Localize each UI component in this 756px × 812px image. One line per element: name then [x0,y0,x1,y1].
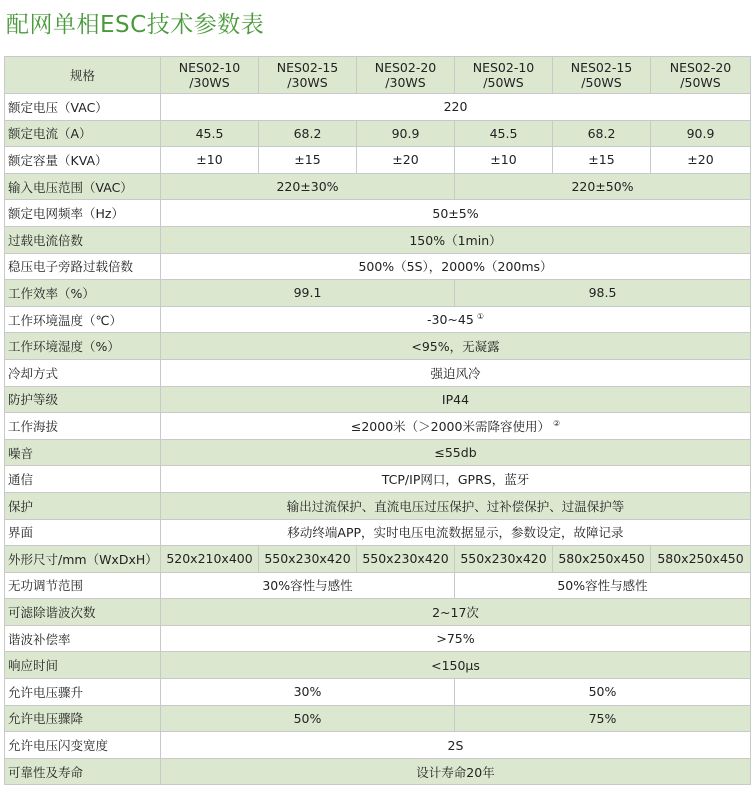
model-header [553,57,651,94]
row-value: 150%（1min） [161,226,751,253]
row-label: 输入电压范围（VAC） [5,173,161,200]
row-value: ±10 [455,147,553,174]
header-label: 规格 [5,57,161,94]
table-row [5,173,751,200]
row-label: 响应时间 [5,652,161,679]
table-row [5,758,751,785]
row-value: 550x230x420 [455,546,553,573]
row-value: 2~17次 [161,599,751,626]
model-header [455,57,553,94]
table-row [5,386,751,413]
model-line2: /50WS [680,75,721,90]
row-value: <95%，无凝露 [161,333,751,360]
row-label: 可靠性及寿命 [5,758,161,785]
row-value: 移动终端APP，实时电压电流数据显示，参数设定，故障记录 [161,519,751,546]
model-line2: /50WS [581,75,622,90]
header-row [5,57,751,94]
row-label: 额定电流（A） [5,120,161,147]
row-value: ≤55db [161,439,751,466]
row-value: 550x230x420 [259,546,357,573]
table-row [5,226,751,253]
table-row [5,147,751,174]
spec-table [4,56,751,785]
row-value: ±20 [357,147,455,174]
row-value: 550x230x420 [357,546,455,573]
model-header [651,57,751,94]
row-value: ±20 [651,147,751,174]
row-label: 外形尺寸/mm（WxDxH） [5,546,161,573]
model-line2: /30WS [287,75,328,90]
footnote-mark: ② [552,418,561,428]
row-value: 580x250x450 [553,546,651,573]
table-row [5,94,751,121]
model-line2: /30WS [385,75,426,90]
row-label: 过载电流倍数 [5,226,161,253]
table-row [5,732,751,759]
row-value: 75% [455,705,751,732]
table-row [5,439,751,466]
row-value: 50%容性与感性 [455,572,751,599]
table-row [5,519,751,546]
row-label: 噪音 [5,439,161,466]
row-value: 强迫风冷 [161,359,751,386]
row-label: 允许电压闪变宽度 [5,732,161,759]
row-value: 设计寿命20年 [161,758,751,785]
row-label: 额定电压（VAC） [5,94,161,121]
row-value [161,413,751,440]
table-row [5,492,751,519]
table-row [5,333,751,360]
model-line2: /50WS [483,75,524,90]
row-label: 保护 [5,492,161,519]
table-row [5,413,751,440]
row-value: 45.5 [455,120,553,147]
page-title: 配网单相ESC技术参数表 [6,12,265,38]
row-value: 99.1 [161,280,455,307]
model-line1: NES02-10 [178,60,241,75]
table-row [5,625,751,652]
row-label: 谐波补偿率 [5,625,161,652]
row-value: 50±5% [161,200,751,227]
model-line1: NES02-20 [374,60,437,75]
row-value: ±10 [161,147,259,174]
footnote-mark: ① [476,312,484,322]
table-row [5,306,751,333]
row-value: 50% [455,679,751,706]
row-label: 通信 [5,466,161,493]
row-value: 98.5 [455,280,751,307]
row-value: 500%（5S），2000%（200ms） [161,253,751,280]
row-value: 220±50% [455,173,751,200]
table-row [5,679,751,706]
row-label: 允许电压骤降 [5,705,161,732]
row-value: 90.9 [357,120,455,147]
row-label: 无功调节范围 [5,572,161,599]
row-label: 防护等级 [5,386,161,413]
row-label: 工作环境湿度（%） [5,333,161,360]
row-value: 580x250x450 [651,546,751,573]
row-label: 界面 [5,519,161,546]
row-value [161,306,751,333]
model-line2: /30WS [189,75,230,90]
row-label: 工作环境温度（℃） [5,306,161,333]
table-row [5,200,751,227]
value-text: -30~45 [427,312,474,328]
row-label: 额定容量（KVA） [5,147,161,174]
row-label: 冷却方式 [5,359,161,386]
row-value: 输出过流保护、直流电压过压保护、过补偿保护、过温保护等 [161,492,751,519]
table-row [5,572,751,599]
row-value: 520x210x400 [161,546,259,573]
table-row [5,280,751,307]
table-row [5,705,751,732]
table-row [5,120,751,147]
row-label: 稳压电子旁路过载倍数 [5,253,161,280]
model-line1: NES02-15 [276,60,339,75]
row-value: 68.2 [553,120,651,147]
value-text: ≤2000米（＞2000米需降容使用） [350,418,550,434]
row-value: 90.9 [651,120,751,147]
table-row [5,652,751,679]
model-line1: NES02-10 [472,60,535,75]
row-label: 工作效率（%） [5,280,161,307]
row-label: 工作海拔 [5,413,161,440]
model-header [357,57,455,94]
table-row [5,599,751,626]
table-row [5,359,751,386]
row-value: 220 [161,94,751,121]
model-line1: NES02-20 [669,60,732,75]
row-value: 2S [161,732,751,759]
row-label: 允许电压骤升 [5,679,161,706]
row-value: 68.2 [259,120,357,147]
row-value: <150μs [161,652,751,679]
row-value: TCP/IP网口，GPRS，蓝牙 [161,466,751,493]
row-value: ±15 [259,147,357,174]
row-value: 30% [161,679,455,706]
row-value: 220±30% [161,173,455,200]
model-header [259,57,357,94]
row-label: 额定电网频率（Hz） [5,200,161,227]
table-row [5,546,751,573]
table-row [5,466,751,493]
row-value: 30%容性与感性 [161,572,455,599]
row-value: 45.5 [161,120,259,147]
row-value: 50% [161,705,455,732]
row-value: >75% [161,625,751,652]
model-header [161,57,259,94]
row-label: 可滤除谐波次数 [5,599,161,626]
table-row [5,253,751,280]
row-value: ±15 [553,147,651,174]
row-value: IP44 [161,386,751,413]
model-line1: NES02-15 [570,60,633,75]
